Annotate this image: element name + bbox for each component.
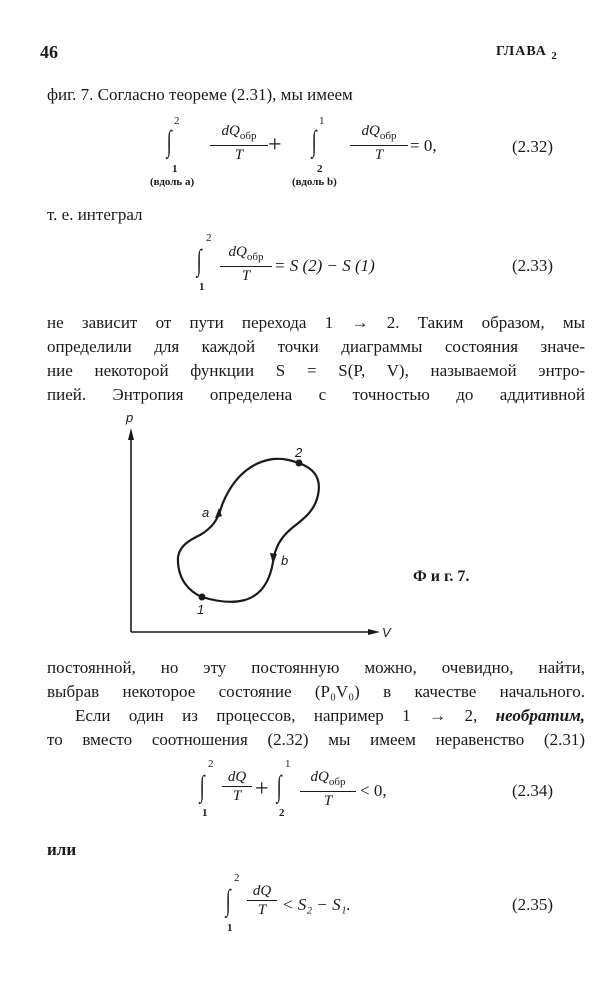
integral-sign: ∫: [166, 125, 172, 158]
text-line: то вместо соотношения (2.32) мы имеем неравенство (2.31): [47, 730, 585, 749]
point-1: [199, 594, 206, 601]
limit-lower: 1: [172, 163, 178, 175]
page-number: 46: [40, 42, 58, 62]
fraction: $dQ_{обр}$ T: [350, 122, 408, 164]
limit-lower: 1: [227, 922, 233, 934]
figure-caption: Ф и г. 7.: [413, 568, 470, 585]
cycle-curve: [178, 459, 319, 602]
path-b-label: b: [281, 553, 289, 568]
integral-sign: ∫: [199, 770, 205, 803]
integral-sign: ∫: [196, 244, 202, 277]
fraction: $dQ_{обр}$ T: [300, 768, 356, 810]
equation-rhs: = 0,: [410, 136, 437, 155]
limit-lower: 1: [199, 281, 205, 293]
text-line: фиг. 7. Согласно теореме (2.31), мы имеем: [47, 85, 353, 104]
limit-upper: 2: [206, 232, 212, 244]
text-line: постоянной, но эту постоянную можно, очевидно, найти,: [47, 658, 585, 677]
equation-number: (2.35): [512, 895, 554, 914]
fraction: dQ T: [247, 882, 277, 919]
chapter-number: 2: [551, 49, 558, 62]
x-axis-arrow-icon: [368, 629, 380, 635]
path-note: (вдоль b): [292, 176, 337, 188]
integral-sign: ∫: [311, 125, 317, 158]
text-line: т. е. интеграл: [47, 205, 143, 224]
limit-lower: 2: [279, 807, 285, 819]
text-line: ние некоторой функции S = S(P, V), называемой энтро-: [47, 361, 585, 380]
plus-sign: +: [255, 776, 269, 802]
path-a-label: a: [202, 505, 210, 520]
fraction: dQ T: [222, 768, 252, 805]
limit-upper: 2: [174, 115, 180, 127]
y-axis-label: p: [126, 410, 134, 425]
integral-sign: ∫: [225, 884, 231, 917]
equation-rhs: < 0,: [360, 781, 387, 800]
text-line: выбрав некоторое состояние (P₀V₀) в качестве начального.: [47, 682, 585, 701]
arrow-b-icon: [270, 553, 277, 564]
chapter-label: ГЛАВА: [496, 44, 547, 59]
limit-upper: 1: [285, 758, 291, 770]
text-line: пией. Энтропия определена с точностью до аддитивной: [47, 385, 585, 404]
text-line: или: [47, 840, 77, 859]
emphasis: необратим,: [495, 706, 585, 725]
fraction: $dQ_{обр}$ T: [210, 122, 268, 164]
text-line: не зависит от пути перехода 1 → 2. Таким образом, мы: [47, 313, 585, 332]
x-axis-label: V: [382, 625, 391, 640]
equation-number: (2.33): [512, 256, 554, 275]
fraction: $dQ_{обр}$ T: [220, 243, 272, 285]
text-line: определили для каждой точки диаграммы состояния значе-: [47, 337, 585, 356]
point-1-label: 1: [197, 602, 205, 617]
equation-rhs: = S (2) − S (1): [274, 256, 375, 275]
integral-sign: ∫: [276, 770, 282, 803]
limit-upper: 2: [208, 758, 214, 770]
limit-lower: 2: [317, 163, 323, 175]
point-2: [296, 460, 303, 467]
point-2-label: 2: [295, 445, 303, 460]
path-note: (вдоль a): [150, 176, 195, 188]
limit-upper: 1: [319, 115, 325, 127]
equation-number: (2.34): [512, 781, 554, 800]
limit-upper: 2: [234, 872, 240, 884]
equation-rhs: < S₂ − S₁.: [282, 895, 351, 914]
plus-sign: +: [268, 132, 282, 158]
equation-number: (2.32): [512, 137, 554, 156]
text-line: Если один из процессов, например 1 → 2, необратим,: [75, 706, 585, 725]
limit-lower: 1: [202, 807, 208, 819]
y-axis-arrow-icon: [128, 428, 134, 440]
